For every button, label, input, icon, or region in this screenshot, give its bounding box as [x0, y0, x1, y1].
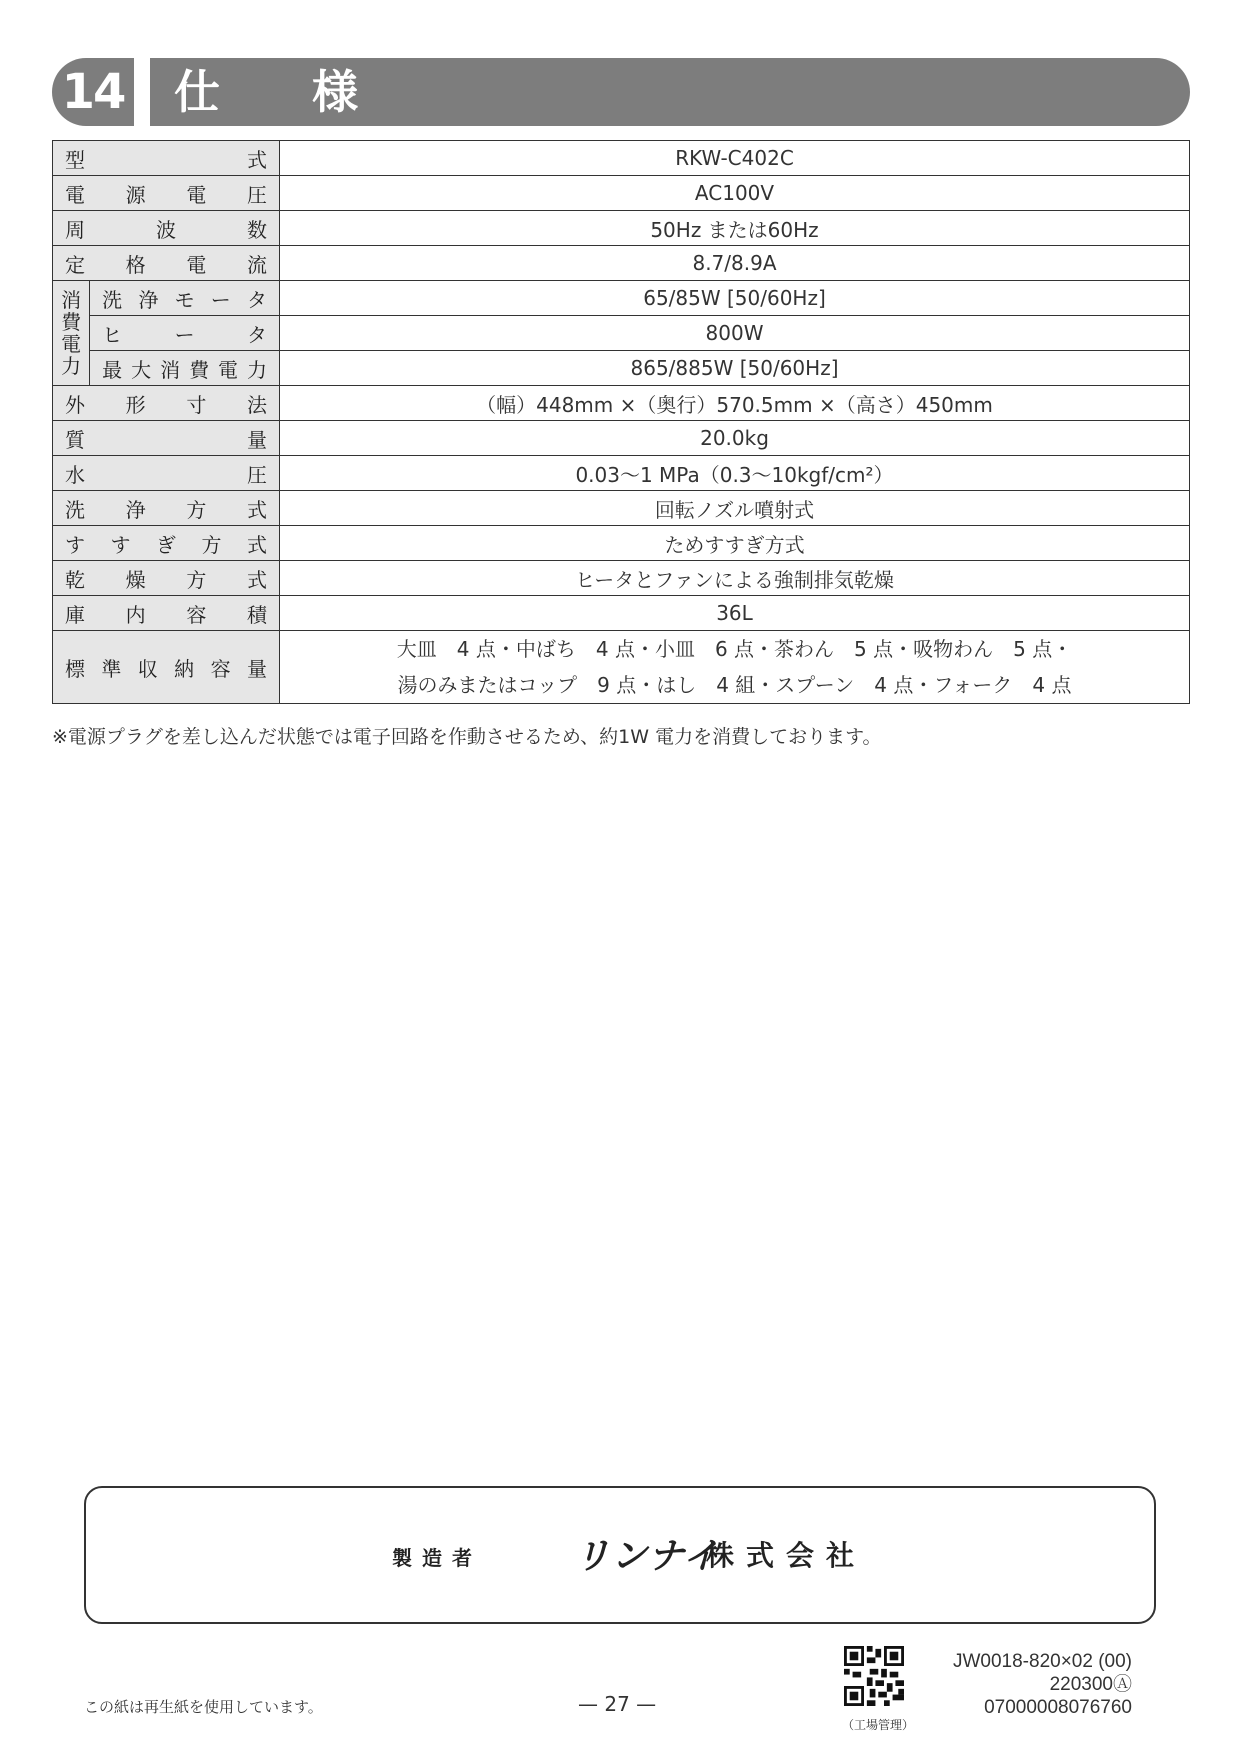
row-dimensions	[53, 386, 1190, 421]
section-number: 14	[52, 58, 134, 126]
label-char: す	[110, 532, 131, 557]
label-char: 圧	[247, 462, 267, 487]
label-char: 電	[218, 357, 239, 382]
label-char: す	[65, 532, 85, 557]
value-wash-method: 回転ノズル噴射式	[280, 491, 1190, 526]
label-char: 式	[246, 497, 267, 522]
label-char: 波	[156, 217, 176, 242]
spec-table	[52, 140, 1190, 704]
label-char: タ	[246, 287, 267, 312]
row-water-pressure	[53, 456, 1190, 491]
label-char: モ	[174, 287, 195, 312]
label-char: 費	[189, 357, 210, 382]
label-char: 法	[246, 392, 267, 417]
row-power-max	[53, 351, 1190, 386]
label-frequency	[53, 214, 279, 243]
label-char: 圧	[246, 182, 267, 207]
label-char: 電	[186, 182, 207, 207]
manufacturer-label: 製造者	[392, 1546, 482, 1570]
label-char: 式	[247, 147, 267, 172]
label-char: 質	[65, 427, 85, 452]
label-volume	[53, 599, 279, 628]
section-header	[52, 58, 1190, 126]
row-capacity	[53, 631, 1190, 704]
label-char: 外	[65, 392, 85, 417]
row-power-motor	[53, 281, 1190, 316]
value-dimensions: （幅）448mm ×（奥行）570.5mm ×（高さ）450mm	[280, 386, 1190, 421]
document-codes	[953, 1650, 1132, 1719]
value-model: RKW-C402C	[280, 141, 1190, 176]
label-char: 燥	[125, 567, 146, 592]
label-char: 方	[186, 497, 207, 522]
row-rinse-method	[53, 526, 1190, 561]
label-char: 消	[61, 288, 82, 312]
label-char: 庫	[65, 602, 85, 627]
label-char: 容	[210, 656, 231, 681]
label-char: 標	[65, 656, 85, 681]
capacity-line-1: 大皿 4 点・中ばち 4 点・小皿 6 点・茶わん 5 点・吸物わん 5 点・	[396, 637, 1073, 661]
label-char: ー	[174, 322, 195, 347]
row-wash-method	[53, 491, 1190, 526]
label-char: ぎ	[156, 532, 176, 557]
qr-code-icon	[844, 1646, 904, 1706]
code-doc-number: JW0018-820×02 (00)	[952, 1651, 1132, 1672]
label-power-max	[90, 354, 279, 383]
label-char: 洗	[102, 287, 123, 312]
label-char: 洗	[65, 497, 85, 522]
label-char: 内	[125, 602, 146, 627]
label-char: ー	[210, 287, 231, 312]
label-char: 力	[247, 357, 267, 382]
value-current: 8.7/8.9A	[280, 246, 1190, 281]
label-char: ヒ	[102, 322, 123, 347]
row-current	[53, 246, 1190, 281]
label-char: 方	[186, 567, 207, 592]
label-char: 量	[246, 656, 267, 681]
label-char: 浄	[138, 287, 159, 312]
label-char: 収	[137, 656, 158, 681]
label-char: 定	[65, 252, 85, 277]
label-rinse-method	[53, 529, 279, 558]
label-wash-method	[53, 494, 279, 523]
label-char: 浄	[125, 497, 146, 522]
company-suffix: 株式会社	[706, 1539, 867, 1572]
label-char: 周	[65, 217, 85, 242]
label-char: 量	[247, 427, 267, 452]
row-weight	[53, 421, 1190, 456]
label-dry-method	[53, 564, 279, 593]
label-char: 方	[201, 532, 222, 557]
label-char: 納	[174, 656, 195, 681]
value-power-motor: 65/85W [50/60Hz]	[280, 281, 1190, 316]
value-power-max: 865/885W [50/60Hz]	[280, 351, 1190, 386]
label-char: 乾	[65, 567, 85, 592]
qr-caption: （工場管理）	[842, 1718, 915, 1732]
value-volume: 36L	[280, 596, 1190, 631]
label-char: 準	[101, 656, 122, 681]
label-dimensions	[53, 389, 279, 418]
label-current	[53, 249, 279, 278]
label-char: タ	[247, 322, 267, 347]
row-dry-method	[53, 561, 1190, 596]
label-char: 源	[125, 182, 146, 207]
brand-logo: リンナイ	[574, 1536, 720, 1577]
label-char: 形	[125, 392, 146, 417]
value-rinse-method: ためすすぎ方式	[280, 526, 1190, 561]
label-char: 積	[246, 602, 267, 627]
label-char: 力	[61, 354, 82, 378]
label-char: 格	[125, 252, 146, 277]
label-char: 最	[102, 357, 123, 382]
label-char: 水	[65, 462, 85, 487]
code-serial: 07000008076760	[984, 1697, 1132, 1718]
page-number: — 27 —	[578, 1692, 657, 1716]
row-power-heater	[53, 316, 1190, 351]
label-char: 式	[247, 532, 267, 557]
label-char: 数	[247, 217, 267, 242]
label-char: 型	[65, 147, 85, 172]
value-voltage: AC100V	[280, 176, 1190, 211]
label-char: 電	[186, 252, 207, 277]
row-model	[53, 141, 1190, 176]
code-date: 220300Ⓐ	[1049, 1674, 1132, 1695]
value-frequency: 50Hz または60Hz	[280, 211, 1190, 246]
label-char: 電	[65, 182, 85, 207]
label-char: 式	[246, 567, 267, 592]
label-water-pressure	[53, 459, 279, 488]
label-weight	[53, 424, 279, 453]
row-volume	[53, 596, 1190, 631]
recycle-note: この紙は再生紙を使用しています。	[84, 1698, 323, 1716]
manufacturer-box	[84, 1486, 1156, 1624]
label-char: 消	[160, 357, 181, 382]
value-dry-method: ヒータとファンによる強制排気乾燥	[280, 561, 1190, 596]
value-water-pressure: 0.03～1 MPa（0.3～10kgf/cm²）	[280, 456, 1190, 491]
label-power-group	[53, 281, 90, 386]
label-power-motor	[90, 284, 279, 313]
label-char: 大	[131, 357, 152, 382]
label-char: 容	[186, 602, 207, 627]
value-weight: 20.0kg	[280, 421, 1190, 456]
power-note: ※電源プラグを差し込んだ状態では電子回路を作動させるため、約1W 電力を消費しております。	[52, 726, 882, 748]
value-capacity	[280, 631, 1190, 704]
label-char: 電	[61, 332, 82, 356]
row-voltage	[53, 176, 1190, 211]
capacity-line-2: 湯のみまたはコップ 9 点・はし 4 組・スプーン 4 点・フォーク 4 点	[397, 673, 1072, 697]
label-voltage	[53, 179, 279, 208]
label-capacity	[53, 653, 279, 682]
label-char: 流	[246, 252, 267, 277]
label-model	[53, 144, 279, 173]
value-power-heater: 800W	[280, 316, 1190, 351]
label-power-heater	[90, 319, 279, 348]
section-title: 仕 様	[150, 58, 1190, 126]
label-char: 費	[61, 310, 82, 334]
row-frequency	[53, 211, 1190, 246]
label-char: 寸	[186, 392, 207, 417]
